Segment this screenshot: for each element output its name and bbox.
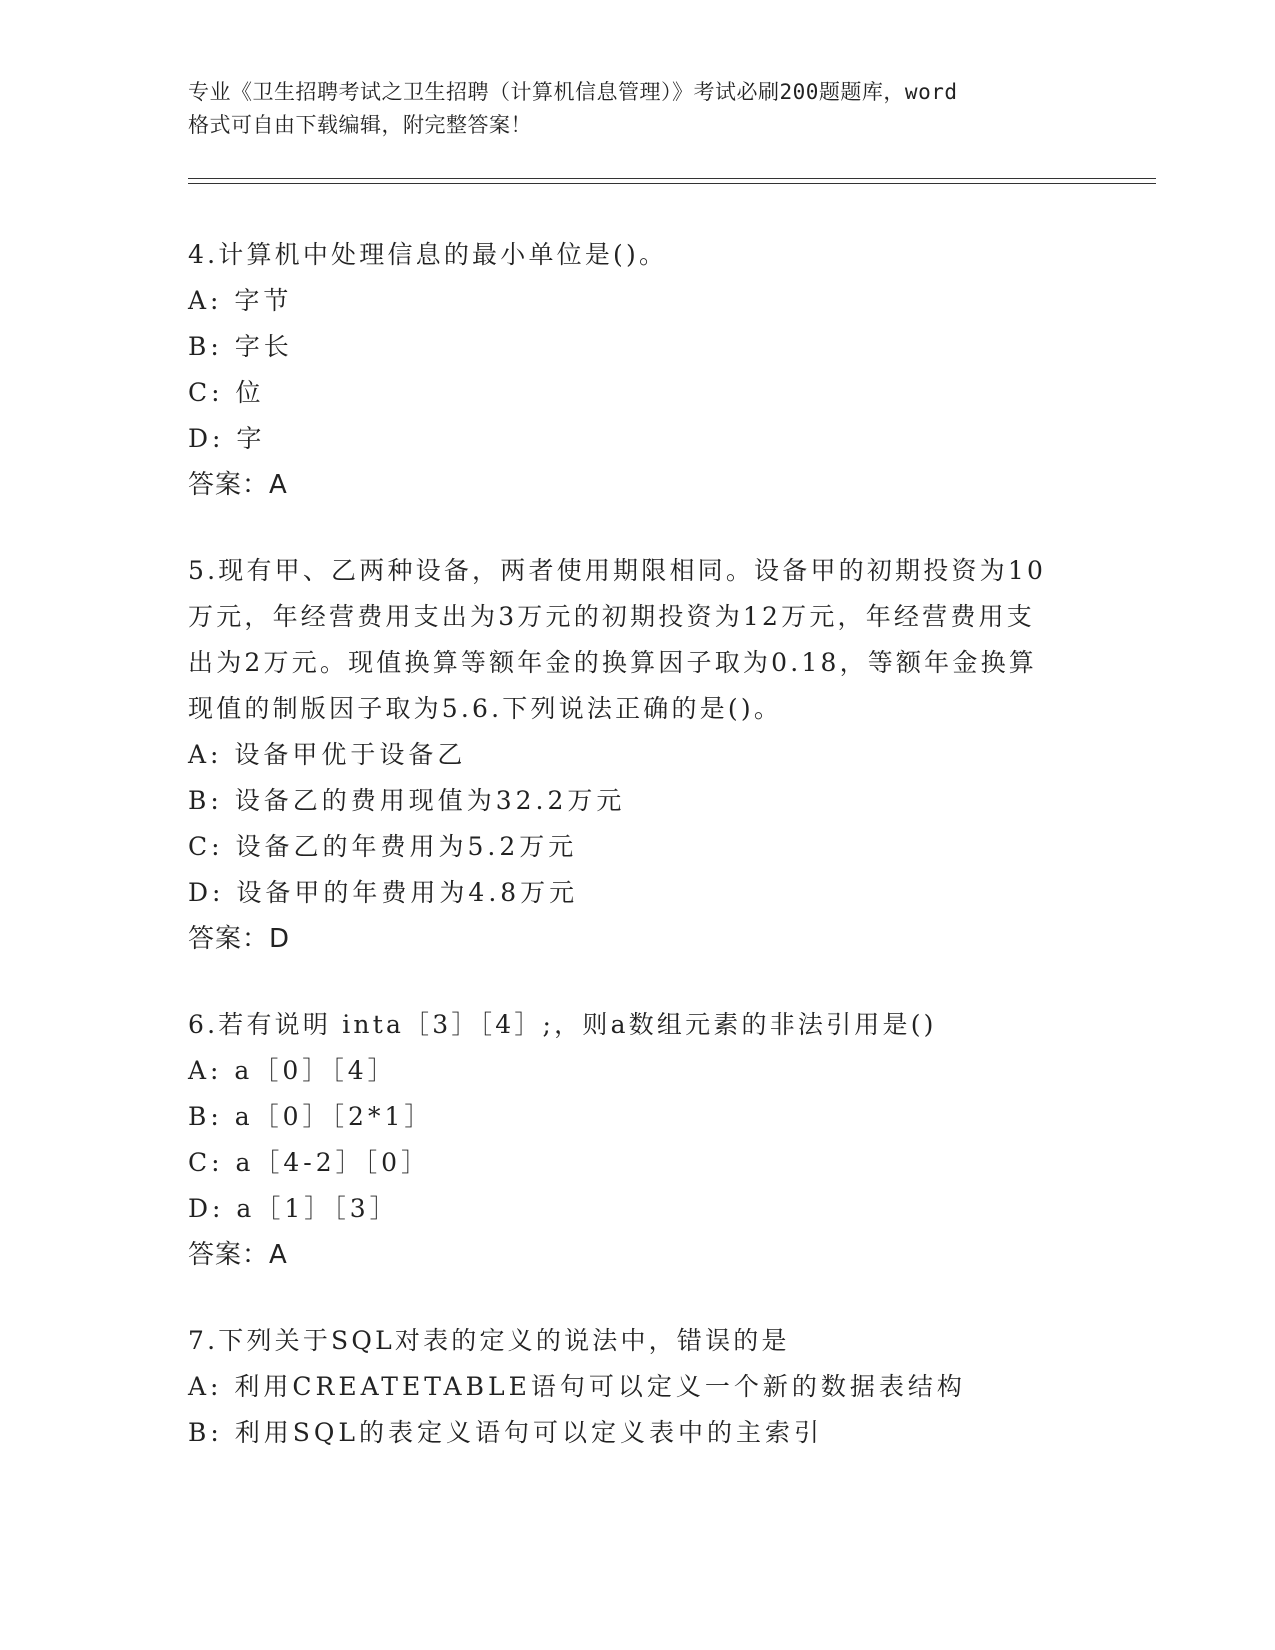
option-b: B: 字长 — [188, 332, 293, 361]
document-header — [188, 76, 1088, 142]
option-c: C: 设备乙的年费用为5.2万元 — [188, 832, 578, 861]
option-a: A: 利用CREATETABLE语句可以定义一个新的数据表结构 — [188, 1372, 966, 1401]
answer-label: 答案：A — [188, 470, 288, 500]
header-divider-top — [188, 178, 1156, 179]
option-d: D: 字 — [188, 424, 266, 453]
option-c: C: a［4-2］［0］ — [188, 1148, 431, 1177]
question-stem-line-4: 现值的制版因子取为5.6.下列说法正确的是()。 — [188, 694, 783, 723]
question-list — [188, 232, 1108, 1496]
option-b: B: 设备乙的费用现值为32.2万元 — [188, 786, 626, 815]
option-b: B: 利用SQL的表定义语句可以定义表中的主索引 — [188, 1418, 823, 1447]
question-stem-line-1: 5.现有甲、乙两种设备，两者使用期限相同。设备甲的初期投资为10 — [188, 556, 1047, 585]
answer-label: 答案：A — [188, 1240, 288, 1270]
option-d: D: 设备甲的年费用为4.8万元 — [188, 878, 579, 907]
question-stem-line-3: 出为2万元。现值换算等额年金的换算因子取为0.18，等额年金换算 — [188, 648, 1037, 677]
question-stem: 6.若有说明 inta［3］［4］;，则a数组元素的非法引用是() — [188, 1010, 937, 1039]
header-title-line-2: 格式可自由下载编辑，附完整答案！ — [188, 113, 532, 137]
question-stem-line-2: 万元，年经营费用支出为3万元的初期投资为12万元，年经营费用支 — [188, 602, 1035, 631]
answer-label: 答案：D — [188, 924, 291, 954]
option-c: C: 位 — [188, 378, 265, 407]
question-stem: 4.计算机中处理信息的最小单位是()。 — [188, 240, 668, 269]
question-6 — [188, 1002, 1108, 1278]
option-a: A: 字节 — [188, 286, 293, 315]
question-5 — [188, 548, 1108, 962]
question-7 — [188, 1318, 1108, 1456]
header-divider-bottom — [188, 183, 1156, 184]
header-title-line-1: 专业《卫生招聘考试之卫生招聘（计算机信息管理）》考试必刷200题题库，word — [188, 80, 958, 104]
option-b: B: a［0］［2*1］ — [188, 1102, 434, 1131]
question-stem: 7.下列关于SQL对表的定义的说法中，错误的是 — [188, 1326, 790, 1355]
question-4 — [188, 232, 1108, 508]
option-a: A: a［0］［4］ — [188, 1056, 397, 1085]
option-a: A: 设备甲优于设备乙 — [188, 740, 467, 769]
option-d: D: a［1］［3］ — [188, 1194, 399, 1223]
